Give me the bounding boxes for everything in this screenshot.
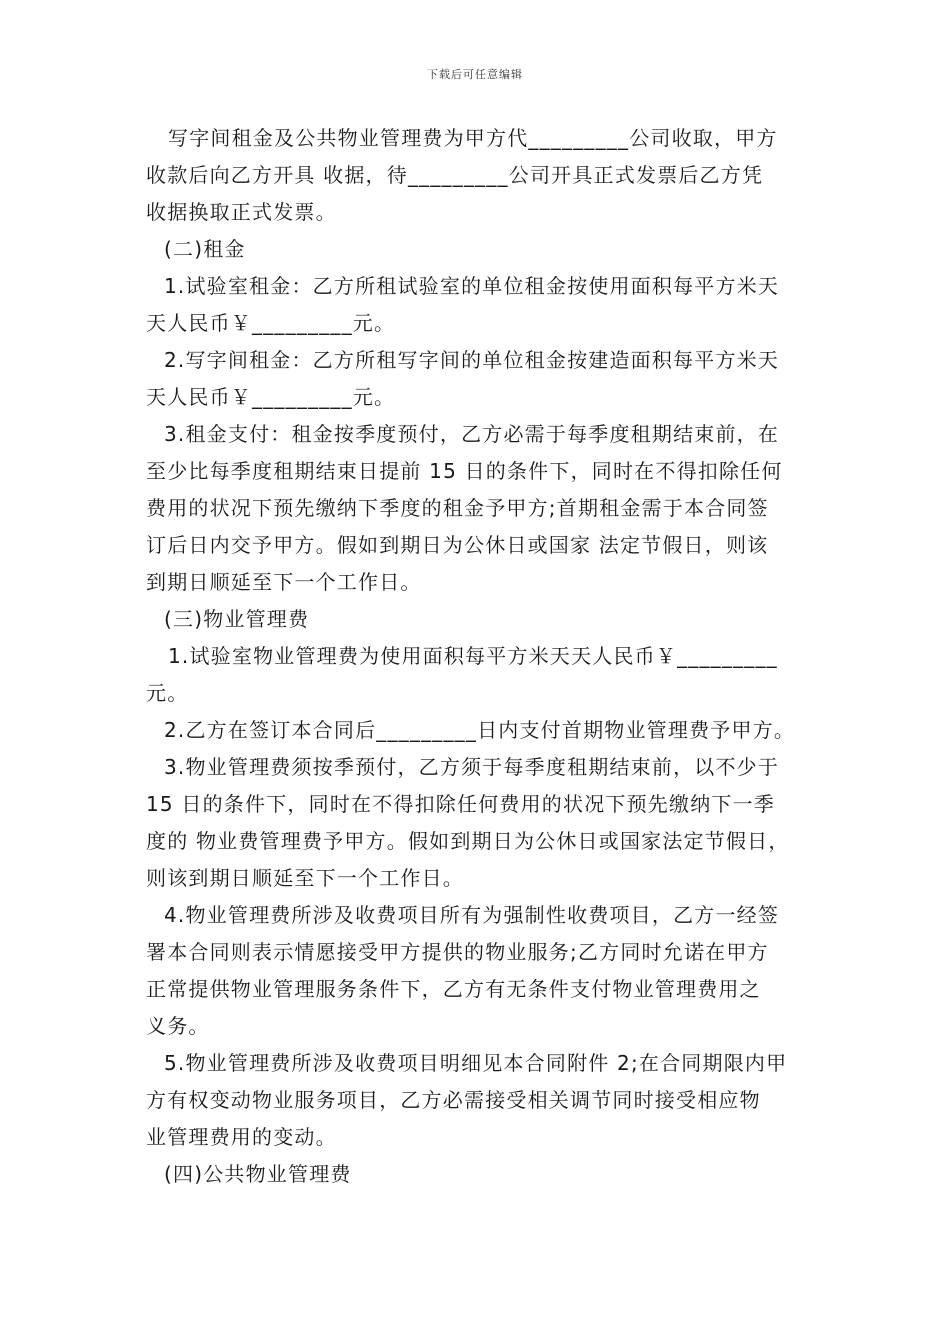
text-line: (三)物业管理费 [164,607,310,631]
text-line: 收款后向乙方开具 收据，待_________公司开具正式发票后乙方凭 [146,163,764,187]
text-line: 至少比每季度租期结束日提前 15 日的条件下，同时在不得扣除任何 [146,459,783,483]
text-line: 4.物业管理费所涉及收费项目所有为强制性收费项目，乙方一经签 [164,903,780,927]
text-line: 收据换取正式发票。 [146,200,337,224]
text-line: 署本合同则表示情愿接受甲方提供的物业服务;乙方同时允诺在甲方 [146,940,769,964]
text-line: 订后日内交予甲方。假如到期日为公休日或国家 法定节假日，则该 [146,533,769,557]
text-line: 业管理费用的变动。 [146,1125,337,1149]
text-line: 2.乙方在签订本合同后_________日内支付首期物业管理费予甲方。 [164,718,796,742]
text-line: (二)租金 [164,237,246,261]
text-line: 5.物业管理费所涉及收费项目明细见本合同附件 2;在合同期限内甲 [164,1051,788,1075]
text-line: 费用的状况下预先缴纳下季度的租金予甲方;首期租金需于本合同签 [146,496,769,520]
text-line: 元。 [146,681,189,705]
text-line: 到期日顺延至下一个工作日。 [146,570,422,594]
text-line: 义务。 [146,1014,210,1038]
text-line: 2.写字间租金：乙方所租写字间的单位租金按建造面积每平方米天 [164,348,780,372]
text-line: 天人民币￥_________元。 [146,311,396,335]
text-line: 天人民币￥_________元。 [146,385,396,409]
text-line: 则该到期日顺延至下一个工作日。 [146,866,464,890]
text-line: 写字间租金及公共物业管理费为甲方代_________公司收取，甲方 [168,126,778,150]
text-line: 3.物业管理费须按季预付，乙方须于每季度租期结束前，以不少于 [164,755,780,779]
text-line: 3.租金支付：租金按季度预付，乙方必需于每季度租期结束前，在 [164,422,780,446]
text-line: (四)公共物业管理费 [164,1162,352,1186]
text-line: 1.试验室物业管理费为使用面积每平方米天天人民币￥_________ [168,644,778,668]
text-line: 方有权变动物业服务项目，乙方必需接受相关调节同时接受相应物 [146,1088,761,1112]
page-header: 下载后可任意编辑 [427,68,523,81]
text-line: 15 日的条件下，同时在不得扣除任何费用的状况下预先缴纳下一季 [146,792,776,816]
document-body [146,120,826,1193]
text-line: 正常提供物业管理服务条件下，乙方有无条件支付物业管理费用之 [146,977,761,1001]
text-line: 1.试验室租金：乙方所租试验室的单位租金按使用面积每平方米天 [164,274,780,298]
text-line: 度的 物业费管理费予甲方。假如到期日为公休日或国家法定节假日， [146,829,790,853]
